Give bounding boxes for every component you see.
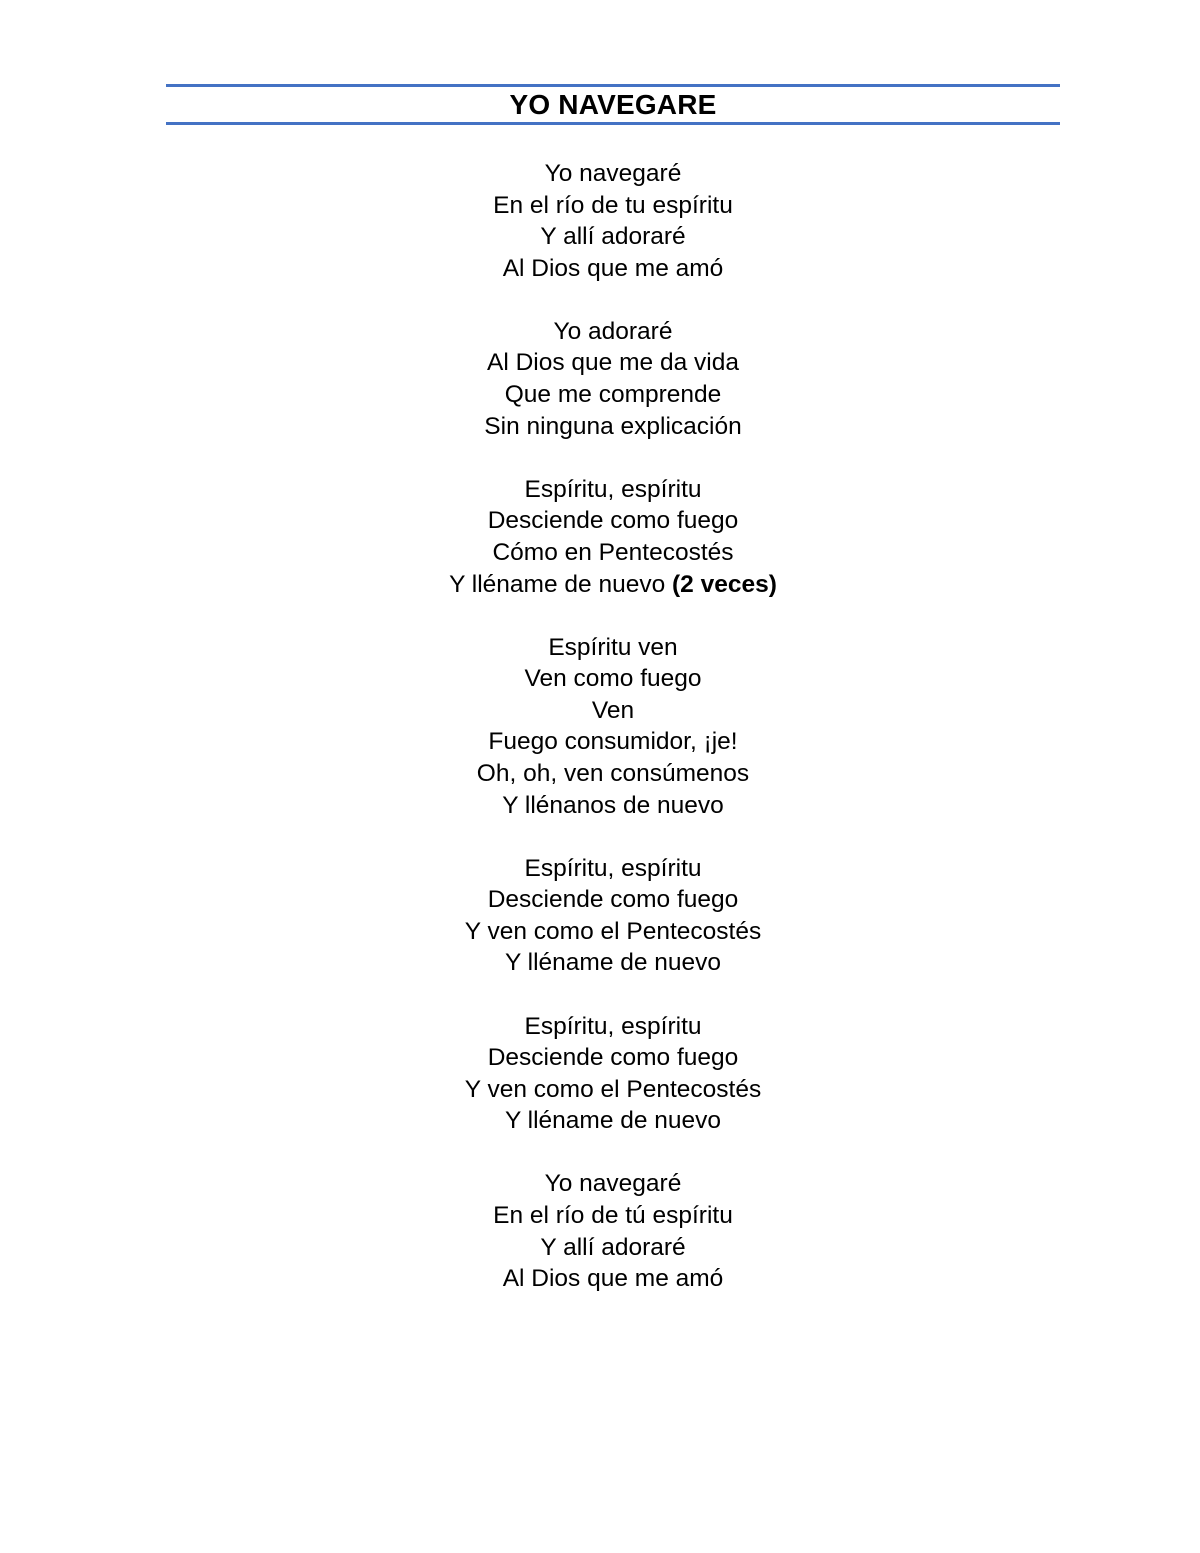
lyric-line <box>166 916 1060 948</box>
lyric-text: Espíritu ven <box>548 633 678 661</box>
lyric-text: Y lléname de nuevo <box>504 1107 722 1135</box>
lyric-line <box>166 537 1060 569</box>
lyric-line <box>166 1011 1060 1043</box>
lyric-text: Al Dios que me amó <box>502 1265 724 1293</box>
lyric-line <box>166 347 1060 379</box>
lyric-text: Fuego consumidor, ¡je! <box>488 728 738 756</box>
lyric-line <box>166 1074 1060 1106</box>
lyric-line <box>166 316 1060 348</box>
lyric-line <box>166 695 1060 727</box>
lyric-text: Y lléname de nuevo <box>504 949 722 977</box>
lyric-text: Y lléname de nuevo <box>449 570 666 598</box>
lyric-line <box>166 190 1060 222</box>
lyric-line <box>166 1042 1060 1074</box>
lyric-text: Yo adoraré <box>553 317 673 345</box>
page-title: YO NAVEGARE <box>509 89 717 120</box>
lyric-text: Y ven como el Pentecostés <box>464 1075 762 1103</box>
stanza <box>166 474 1060 600</box>
stanza <box>166 632 1060 822</box>
lyric-line <box>166 379 1060 411</box>
lyric-line <box>166 790 1060 822</box>
lyric-line <box>166 1200 1060 1232</box>
lyric-line <box>166 221 1060 253</box>
lyric-line <box>166 853 1060 885</box>
lyric-text: Espíritu, espíritu <box>524 854 702 882</box>
lyrics-body <box>166 158 1060 1326</box>
lyric-text: Ven como fuego <box>524 665 702 693</box>
lyric-text: Y llénanos de nuevo <box>502 791 724 819</box>
lyric-text: Desciende como fuego <box>487 507 739 535</box>
lyric-text: Al Dios que me amó <box>502 254 724 282</box>
stanza <box>166 316 1060 442</box>
lyric-text: Y allí adoraré <box>540 1233 686 1261</box>
lyric-line <box>166 253 1060 285</box>
lyric-text: Yo navegaré <box>544 160 682 187</box>
lyric-text: Espíritu, espíritu <box>524 1012 702 1040</box>
lyric-text: Y ven como el Pentecostés <box>464 917 762 945</box>
lyric-text: Y allí adoraré <box>540 223 686 251</box>
lyric-line <box>166 158 1060 190</box>
lyric-text: Cómo en Pentecostés <box>492 538 734 566</box>
stanza <box>166 1011 1060 1137</box>
lyric-line <box>166 632 1060 664</box>
title-bottom-rule <box>166 122 1060 125</box>
lyric-text: Al Dios que me da vida <box>487 349 739 377</box>
lyric-text: Desciende como fuego <box>487 1044 739 1072</box>
lyric-text: Ven <box>591 696 635 724</box>
lyric-line <box>166 411 1060 443</box>
lyric-line <box>166 947 1060 979</box>
lyric-line <box>166 474 1060 506</box>
lyric-text: Que me comprende <box>504 381 722 409</box>
stanza <box>166 1168 1060 1294</box>
repeat-note: (2 veces) <box>672 570 777 598</box>
lyric-line <box>166 1105 1060 1137</box>
lyric-line <box>166 884 1060 916</box>
lyric-text: En el río de tú espíritu <box>493 1202 733 1230</box>
lyric-line <box>166 758 1060 790</box>
lyric-text: Espíritu, espíritu <box>524 475 702 503</box>
lyric-line <box>166 663 1060 695</box>
title-top-rule <box>166 84 1060 87</box>
lyric-line <box>166 726 1060 758</box>
stanza <box>166 158 1060 284</box>
lyric-line <box>166 505 1060 537</box>
lyric-text: En el río de tu espíritu <box>493 191 733 219</box>
lyric-text: Oh, oh, ven consúmenos <box>476 760 750 787</box>
lyric-text: Desciende como fuego <box>487 886 739 914</box>
lyric-text: Sin ninguna explicación <box>484 412 742 440</box>
lyric-line <box>166 1263 1060 1295</box>
lyric-line <box>166 569 1060 601</box>
lyric-line <box>166 1168 1060 1200</box>
lyric-line <box>166 1232 1060 1264</box>
lyric-text: Yo navegaré <box>544 1170 682 1198</box>
stanza <box>166 853 1060 979</box>
